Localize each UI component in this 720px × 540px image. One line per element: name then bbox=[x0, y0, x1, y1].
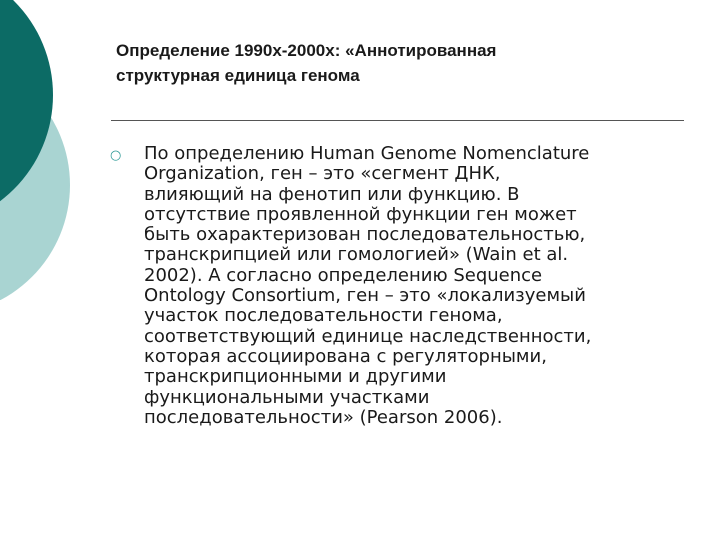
bullet-circle-icon: ○ bbox=[110, 148, 122, 163]
body-paragraph: По определению Human Genome Nomenclature Organization, ген – это «сегмент ДНК, влияющий на фенотип или функцию. В отсутствие проявленной функции ген может быть охарактеризован последовательностью, транскрипцией или гомологией» (Wain et al. 2002). А согласно определению Sequence Ontology Consortium, ген – это «локализуемый участок последовательности генома, соответствующий единице наследственности, которая ассоциирована с регуляторными, транскрипционными и другими функциональными участками последовательности» (Pearson 2006). bbox=[144, 143, 592, 428]
slide-title: Определение 1990х-2000х: «Аннотированная структурная единица генома bbox=[116, 41, 497, 85]
title-divider bbox=[111, 120, 684, 121]
decorative-circles bbox=[0, 0, 120, 300]
